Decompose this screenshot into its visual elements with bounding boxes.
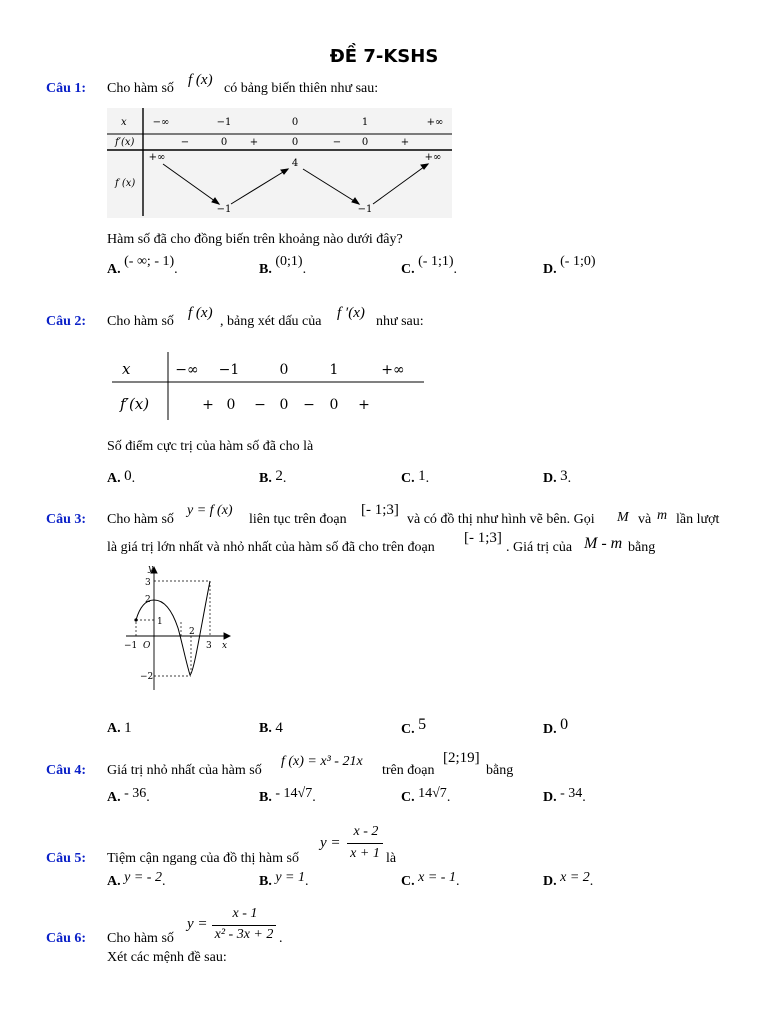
option-value: (- 1;0) <box>560 254 596 269</box>
question-text: lần lượt <box>676 512 720 527</box>
table-cell: −1 <box>357 204 373 215</box>
question-text: Giá trị nhỏ nhất của hàm số <box>107 763 262 778</box>
option-b[interactable] <box>259 870 309 890</box>
question-prompt: Hàm số đã cho đồng biến trên khoảng nào dưới đây? <box>107 232 403 247</box>
table-header-x: x <box>121 117 127 128</box>
option-tail: . <box>174 262 178 277</box>
table-cell: − <box>254 397 266 413</box>
option-a[interactable] <box>107 254 178 278</box>
option-letter: C. <box>401 262 415 277</box>
table-cell: − <box>332 137 342 148</box>
table-cell: 0 <box>220 137 228 148</box>
question-text: là <box>386 851 397 866</box>
table-cell: 0 <box>329 397 339 413</box>
option-d[interactable] <box>543 254 596 278</box>
math-expression: f (x) = x³ - 21x <box>281 754 363 769</box>
table-cell: 0 <box>361 137 369 148</box>
tick-label: −1 <box>124 641 138 651</box>
question-label: Câu 5: <box>46 851 87 866</box>
option-tail: . <box>312 790 316 805</box>
table-cell: +∞ <box>426 117 444 128</box>
graph-point <box>134 618 137 621</box>
table-cell: −∞ <box>152 117 170 128</box>
table-cell: + <box>358 397 370 413</box>
question-text: và có đồ thị như hình vẽ bên. Gọi <box>407 512 595 527</box>
option-d[interactable] <box>543 470 571 487</box>
option-value: (- ∞; - 1) <box>124 254 175 269</box>
math-interval: [- 1;3] <box>361 502 399 518</box>
axis-label-y: y <box>148 564 154 574</box>
table-cell: +∞ <box>381 362 405 378</box>
table-cell: 0 <box>279 362 289 378</box>
option-a[interactable] <box>107 720 132 737</box>
fraction-denominator: x + 1 <box>350 846 380 861</box>
tick-label: 3 <box>145 578 151 588</box>
option-c[interactable] <box>401 470 429 487</box>
option-b[interactable] <box>259 786 316 806</box>
option-tail: . <box>589 874 594 889</box>
option-b[interactable] <box>259 720 283 737</box>
math-interval: [- 1;3] <box>464 530 502 546</box>
question-prompt: Số điểm cực trị của hàm số đã cho là <box>107 439 314 454</box>
table-cell: 0 <box>279 397 289 413</box>
option-value: - 36 <box>124 786 147 801</box>
table-cell: + <box>400 137 410 148</box>
option-letter: A. <box>107 790 121 805</box>
table-header-fprime: f′(x) <box>115 137 135 148</box>
variation-table <box>107 108 452 218</box>
option-tail: . <box>305 874 309 889</box>
table-header-fprime: f′(x) <box>120 395 150 413</box>
option-letter: C. <box>401 471 415 486</box>
math-expression: M - m <box>584 535 623 552</box>
fraction-bar <box>347 843 383 844</box>
sign-table <box>112 352 424 422</box>
axis-label-x: x <box>222 641 228 651</box>
option-tail: . <box>282 471 287 486</box>
tick-label: 1 <box>157 617 163 627</box>
option-letter: B. <box>259 874 272 889</box>
question-text: . Giá trị của <box>506 540 573 555</box>
question-text: Cho hàm số <box>107 512 174 527</box>
option-c[interactable] <box>401 786 451 806</box>
option-value: 4 <box>275 720 283 736</box>
question-text: bằng <box>628 540 656 555</box>
table-cell: 1 <box>329 362 339 378</box>
option-c[interactable] <box>401 870 460 890</box>
math-lhs: y = <box>320 835 341 851</box>
option-letter: C. <box>401 874 415 889</box>
option-value: y = - 2 <box>124 870 162 885</box>
option-c[interactable] <box>401 254 458 278</box>
question-text: trên đoạn <box>382 763 435 778</box>
fraction-numerator: x - 1 <box>232 906 258 921</box>
option-letter: A. <box>107 471 121 486</box>
option-tail: . <box>582 790 586 805</box>
option-b[interactable] <box>259 470 286 487</box>
math-expression: f (x) <box>188 72 213 88</box>
math-expression: f ′(x) <box>337 305 365 321</box>
table-cell: −1 <box>216 204 232 215</box>
option-value: x = - 1 <box>418 870 456 885</box>
tick-label: 2 <box>145 595 151 605</box>
question-text: Cho hàm số <box>107 931 174 946</box>
option-letter: B. <box>259 790 272 805</box>
option-letter: C. <box>401 790 415 805</box>
option-d[interactable] <box>543 716 569 738</box>
math-variable: m <box>657 508 668 523</box>
question-label: Câu 2: <box>46 314 87 329</box>
math-interval: [2;19] <box>443 750 480 766</box>
question-text: bằng <box>486 763 514 778</box>
option-tail: . <box>567 471 572 486</box>
option-value: 0 <box>124 468 132 484</box>
table-cell: − <box>303 397 315 413</box>
table-cell: 4 <box>291 158 299 169</box>
option-letter: D. <box>543 722 557 737</box>
question-text: Xét các mệnh đề sau: <box>107 950 227 965</box>
table-cell: 0 <box>291 117 299 128</box>
math-expression: y = f (x) <box>187 503 233 518</box>
option-letter: A. <box>107 874 121 889</box>
function-graph <box>118 562 236 694</box>
question-text: . <box>279 931 283 946</box>
page-title: ĐỀ 7-KSHS <box>329 46 439 67</box>
table-cell: +∞ <box>148 152 166 163</box>
question-text: liên tục trên đoạn <box>249 512 347 527</box>
question-label: Câu 3: <box>46 512 87 527</box>
option-letter: B. <box>259 262 272 277</box>
option-letter: B. <box>259 721 272 736</box>
option-d[interactable] <box>543 786 586 806</box>
table-cell: −1 <box>216 117 232 128</box>
option-value: 1 <box>418 468 426 484</box>
option-value: x = 2 <box>560 870 590 885</box>
option-tail: . <box>131 471 136 486</box>
option-value: 1 <box>124 720 132 736</box>
option-value: 2 <box>275 468 283 484</box>
question-text: và <box>638 512 652 527</box>
table-cell: −∞ <box>175 362 199 378</box>
question-text: là giá trị lớn nhất và nhỏ nhất của hàm số đã cho trên đoạn <box>107 540 435 555</box>
question-label: Câu 1: <box>46 81 87 96</box>
table-header-f: f (x) <box>115 178 136 189</box>
option-value: y = 1 <box>275 870 306 885</box>
option-tail: . <box>302 262 307 277</box>
table-cell: + <box>249 137 259 148</box>
fraction-bar <box>212 925 276 926</box>
option-tail: . <box>455 874 460 889</box>
question-text: Cho hàm số <box>107 314 174 329</box>
option-value: 3 <box>560 468 568 484</box>
option-a[interactable] <box>107 870 166 890</box>
fraction-numerator: x - 2 <box>353 824 379 839</box>
option-c[interactable] <box>401 716 427 738</box>
option-tail: . <box>446 790 451 805</box>
option-letter: B. <box>259 471 272 486</box>
question-text: Tiệm cận ngang của đồ thị hàm số <box>107 851 299 866</box>
table-cell: −1 <box>218 362 240 378</box>
tick-label: 2 <box>189 627 195 637</box>
option-letter: C. <box>401 722 415 737</box>
table-cell: + <box>202 397 214 413</box>
origin-label: O <box>143 641 151 651</box>
option-value: 0 <box>560 716 569 733</box>
table-cell: 0 <box>291 137 299 148</box>
question-text: , bảng xét dấu của <box>220 314 322 329</box>
math-expression: f (x) <box>188 305 213 321</box>
option-letter: D. <box>543 262 557 277</box>
option-value: 5 <box>418 716 427 733</box>
option-letter: A. <box>107 262 121 277</box>
question-text: như sau: <box>376 314 424 329</box>
option-value: - 14√7 <box>275 786 313 801</box>
table-cell: 0 <box>226 397 236 413</box>
option-tail: . <box>161 874 166 889</box>
option-a[interactable] <box>107 786 150 806</box>
fraction-denominator: x² - 3x + 2 <box>214 927 274 942</box>
question-text: Cho hàm số <box>107 81 174 96</box>
option-letter: A. <box>107 721 121 736</box>
option-value: (- 1;1) <box>418 254 454 269</box>
option-value: 14√7 <box>418 786 447 801</box>
x-axis-arrow <box>224 633 230 639</box>
question-label: Câu 4: <box>46 763 87 778</box>
question-text: có bảng biến thiên như sau: <box>224 81 379 96</box>
option-a[interactable] <box>107 470 135 487</box>
option-letter: D. <box>543 874 557 889</box>
option-value: (0;1) <box>275 254 303 269</box>
option-tail: . <box>425 471 430 486</box>
option-tail: . <box>453 262 458 277</box>
math-variable: M <box>617 510 629 525</box>
table-header-x: x <box>122 360 131 378</box>
table-cell: +∞ <box>424 152 442 163</box>
option-tail: . <box>146 790 150 805</box>
tick-label: 3 <box>206 641 212 651</box>
option-value: - 34 <box>560 786 583 801</box>
table-cell: 1 <box>361 117 369 128</box>
math-lhs: y = <box>187 916 208 932</box>
option-letter: D. <box>543 790 557 805</box>
table-cell: − <box>180 137 190 148</box>
tick-label: −2 <box>140 672 154 682</box>
question-label: Câu 6: <box>46 931 87 946</box>
option-letter: D. <box>543 471 557 486</box>
option-b[interactable] <box>259 254 307 278</box>
option-d[interactable] <box>543 870 594 890</box>
